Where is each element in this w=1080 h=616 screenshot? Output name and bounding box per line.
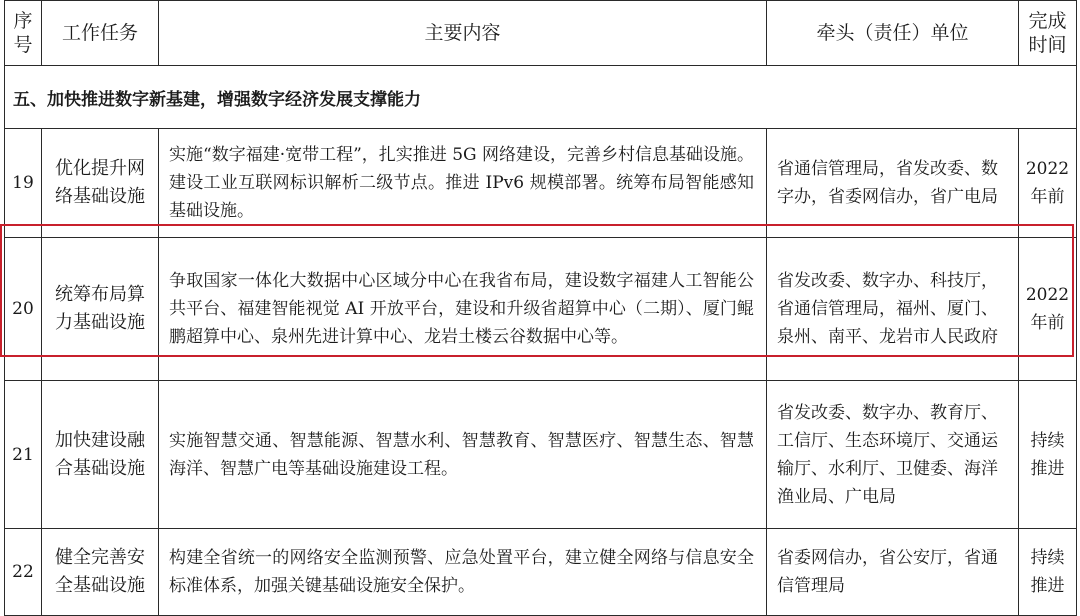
row-task: 加快建设融合基础设施 [42,381,159,529]
document-page [4,0,1076,596]
header-unit: 牵头（责任）单位 [767,1,1019,66]
table-row [5,129,1077,238]
row-task: 优化提升网络基础设施 [42,129,159,238]
table-row [5,381,1077,529]
row-unit: 省发改委、数字办、科技厅，省通信管理局，福州、厦门、泉州、南平、龙岩市人民政府 [767,238,1019,381]
row-task: 统筹布局算力基础设施 [42,238,159,381]
row-number: 20 [5,238,42,381]
row-content: 争取国家一体化大数据中心区域分中心在我省布局，建设数字福建人工智能公共平台、福建智能视觉 AI 开放平台，建设和升级省超算中心（二期）、厦门鲲鹏超算中心、泉州先进计算中心、龙岩土楼云谷数据中心等。 [159,238,767,381]
header-content: 主要内容 [159,1,767,66]
row-time: 2022 年前 [1019,129,1077,238]
row-unit: 省发改委、数字办、教育厅、工信厅、生态环境厅、交通运输厅、水利厅、卫健委、海洋渔业局、广电局 [767,381,1019,529]
row-unit: 省委网信办，省公安厅，省通信管理局 [767,529,1019,616]
table-row [5,238,1077,381]
row-content: 实施“数字福建·宽带工程”，扎实推进 5G 网络建设，完善乡村信息基础设施。建设工业互联网标识解析二级节点。推进 IPv6 规模部署。统筹布局智能感知基础设施。 [159,129,767,238]
row-task: 健全完善安全基础设施 [42,529,159,616]
section-title: 五、加快推进数字新基建，增强数字经济发展支撑能力 [5,66,1077,129]
section-row [5,66,1077,129]
row-number: 21 [5,381,42,529]
row-number: 22 [5,529,42,616]
row-time: 2022 年前 [1019,238,1077,381]
row-number: 19 [5,129,42,238]
row-content: 实施智慧交通、智慧能源、智慧水利、智慧教育、智慧医疗、智慧生态、智慧海洋、智慧广电等基础设施建设工程。 [159,381,767,529]
row-content: 构建全省统一的网络安全监测预警、应急处置平台，建立健全网络与信息安全标准体系，加强关键基础设施安全保护。 [159,529,767,616]
table-header-row [5,1,1077,66]
row-unit: 省通信管理局，省发改委、数字办，省委网信办，省广电局 [767,129,1019,238]
task-table [4,0,1077,616]
header-time: 完成 时间 [1019,1,1077,66]
row-time: 持续 推进 [1019,529,1077,616]
header-number: 序 号 [5,1,42,66]
header-task: 工作任务 [42,1,159,66]
table-row [5,529,1077,616]
row-time: 持续 推进 [1019,381,1077,529]
